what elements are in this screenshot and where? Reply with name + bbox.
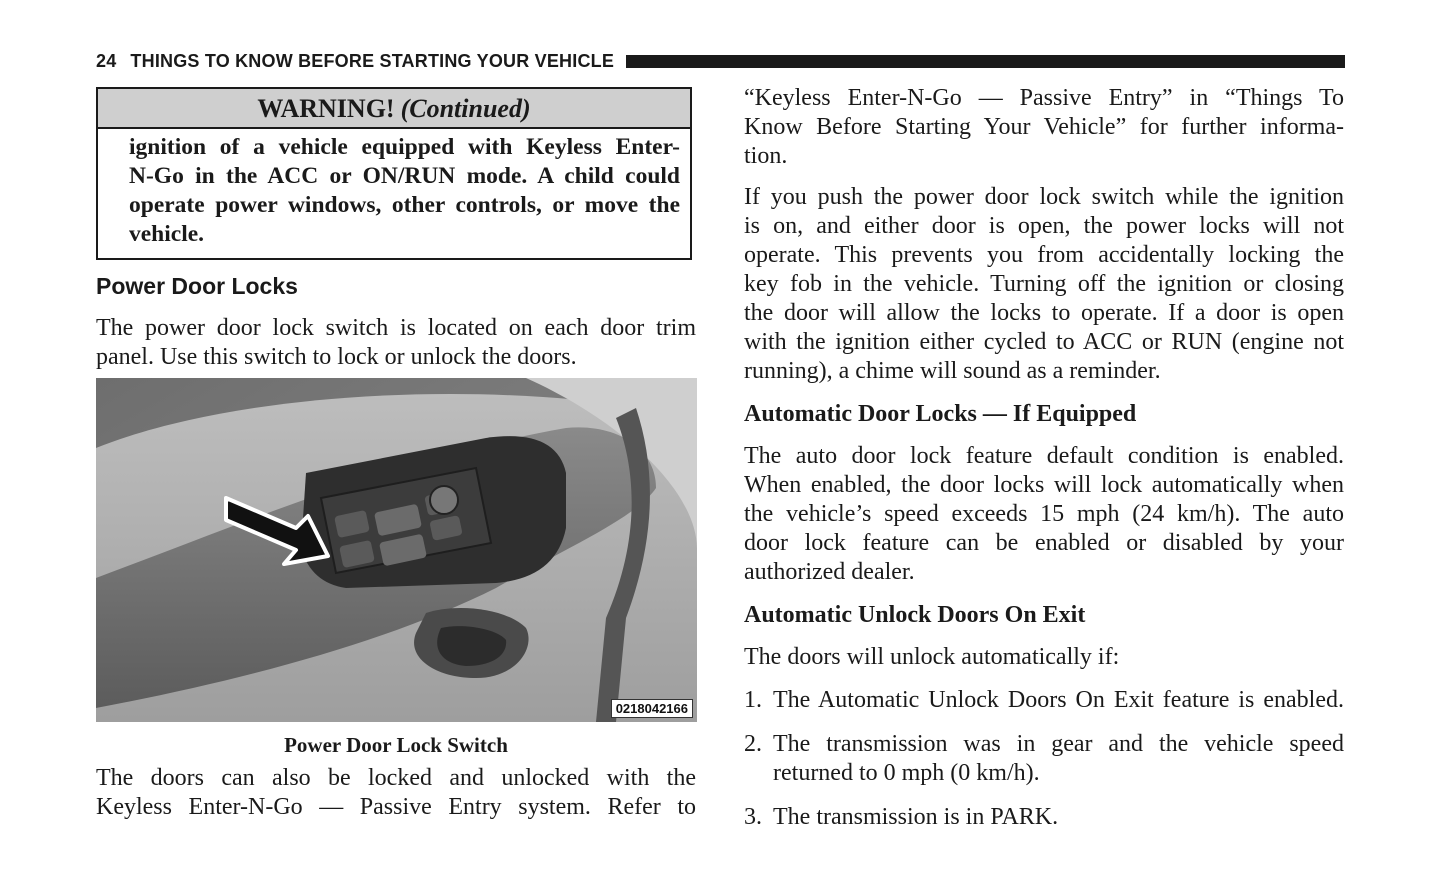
warning-continued: (Continued) [400,94,531,123]
list-text [773,803,1344,832]
list-number: 1. [744,687,762,713]
page-number: 24 [96,50,117,71]
para-line: Know Before Starting Your Vehicle” for further informa- [744,114,1344,140]
power-door-locks-heading: Power Door Locks [96,273,298,299]
list-line: The Automatic Unlock Doors On Exit feature is enabled. [773,687,1344,713]
intro-line: The power door lock switch is located on each door trim [96,315,696,341]
warning-line: ignition of a vehicle equipped with Keyless Enter- [129,134,680,160]
intro-line: panel. Use this switch to lock or unlock the doors. [96,344,577,370]
auto-door-locks-paragraph [744,442,1344,587]
door-lock-switch-figure [96,378,697,722]
para-line: Keyless Enter-N-Go — Passive Entry system. Refer to [96,794,696,820]
list-line: The transmission is in PARK. [773,804,1059,830]
para-line: The doors will unlock automatically if: [744,644,1120,670]
para-line: “Keyless Enter-N-Go — Passive Entry” in “Things To [744,85,1344,111]
para-line: authorized dealer. [744,559,915,585]
power-door-locks-intro [96,314,696,372]
warning-body [98,129,690,249]
auto-unlock-heading: Automatic Unlock Doors On Exit [744,602,1086,628]
auto-door-locks-heading: Automatic Door Locks — If Equipped [744,401,1137,427]
warning-title: WARNING! [257,94,395,123]
warning-line: vehicle. [129,221,205,247]
para-line: The doors can also be locked and unlocked with the [96,765,696,791]
para-line: The auto door lock feature default condition is enabled. [744,443,1344,469]
figure-id-label: 0218042166 [611,699,693,718]
para-line: key fob in the vehicle. Turning off the ignition or closing [744,271,1344,297]
para-line: tion. [744,143,788,169]
para-line: with the ignition either cycled to ACC or RUN (engine not [744,329,1344,355]
section-title: THINGS TO KNOW BEFORE STARTING YOUR VEHICLE [130,50,615,71]
list-number: 3. [744,804,762,830]
list-number: 2. [744,731,762,757]
para-line: door lock feature can be enabled or disabled by your [744,530,1344,556]
para-line: running), a chime will sound as a reminder. [744,358,1161,384]
list-text [773,686,1344,715]
figure-caption: Power Door Lock Switch [284,733,508,757]
keyless-entry-paragraph [96,764,696,822]
page-header [96,50,1345,72]
header-rule [626,55,1345,68]
ignition-paragraph [744,183,1344,386]
continuation-paragraph [744,84,1344,171]
auto-unlock-intro [744,643,1344,672]
para-line: When enabled, the door locks will lock automatically when [744,472,1344,498]
para-line: is on, and either door is open, the power locks will not [744,213,1344,239]
warning-box [96,87,692,260]
warning-line: N-Go in the ACC or ON/RUN mode. A child could [129,163,680,189]
warning-header [98,89,690,129]
door-panel-illustration [96,378,697,722]
para-line: operate. This prevents you from accidentally locking the [744,242,1344,268]
para-line: the door will allow the locks to operate. If a door is open [744,300,1344,326]
warning-line: operate power windows, other controls, or move the [129,192,680,218]
para-line: the vehicle’s speed exceeds 15 mph (24 km/h). The auto [744,501,1344,527]
list-line: returned to 0 mph (0 km/h). [773,760,1040,786]
list-text [773,730,1344,788]
para-line: If you push the power door lock switch while the ignition [744,184,1344,210]
list-line: The transmission was in gear and the vehicle speed [773,731,1344,757]
